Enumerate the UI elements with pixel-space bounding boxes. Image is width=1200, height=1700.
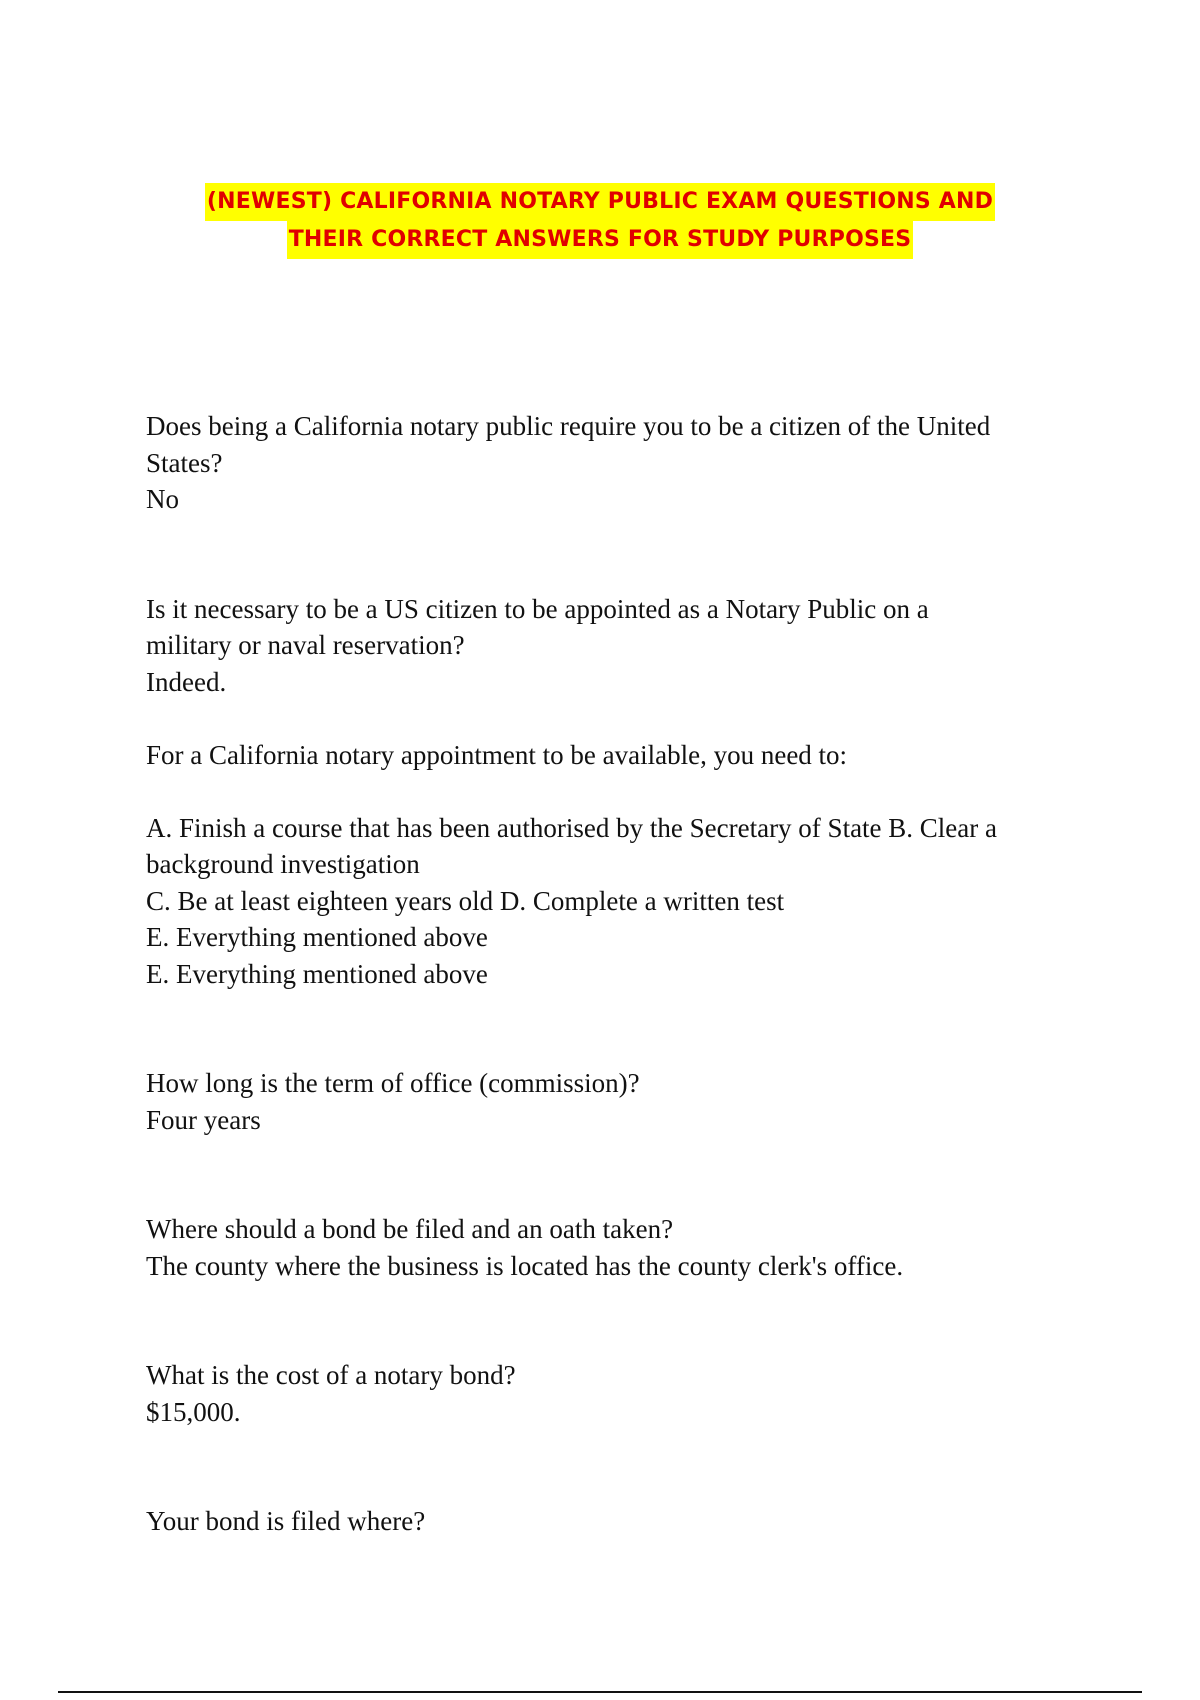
option-a-b-line-2: background investigation (146, 849, 420, 879)
answer-1: No (146, 484, 179, 514)
question-3: For a California notary appointment to be available, you need to: (146, 739, 848, 770)
document-title (0, 183, 1200, 259)
spacer (146, 992, 1046, 1065)
spacer (146, 1284, 1046, 1357)
answer-5: The county where the business is located has the county clerk's office. (146, 1250, 904, 1281)
spacer (146, 1430, 1046, 1503)
question-4: How long is the term of office (commission)? (146, 1068, 640, 1098)
question-6: What is the cost of a notary bond? (146, 1360, 516, 1390)
question-1-line-2: States? (146, 447, 223, 478)
title-line-1: (NEWEST) CALIFORNIA NOTARY PUBLIC EXAM QUESTIONS AND (205, 183, 995, 221)
question-5: Where should a bond be filed and an oath taken? (146, 1214, 674, 1244)
spacer (146, 700, 1046, 737)
title-line-2: THEIR CORRECT ANSWERS FOR STUDY PURPOSES (287, 221, 914, 259)
question-7: Your bond is filed where? (146, 1506, 426, 1536)
spacer (146, 518, 1046, 591)
question-2-line-1: Is it necessary to be a US citizen to be appointed as a Notary Public on a (146, 593, 929, 624)
answer-2: Indeed. (146, 666, 227, 697)
answer-6: $15,000. (146, 1396, 241, 1427)
option-a-b-line-1: A. Finish a course that has been authorised by the Secretary of State B. Clear a (146, 812, 998, 843)
footer-divider (58, 1691, 1142, 1693)
option-e: E. Everything mentioned above (146, 922, 488, 952)
spacer (146, 773, 1046, 810)
option-c-d: C. Be at least eighteen years old D. Complete a written test (146, 885, 785, 916)
question-2-line-2: military or naval reservation? (146, 630, 465, 660)
answer-4: Four years (146, 1104, 261, 1135)
answer-3: E. Everything mentioned above (146, 958, 488, 989)
spacer (146, 1138, 1046, 1211)
document-body (146, 408, 1046, 1540)
question-1-line-1: Does being a California notary public require you to be a citizen of the United (146, 411, 991, 441)
